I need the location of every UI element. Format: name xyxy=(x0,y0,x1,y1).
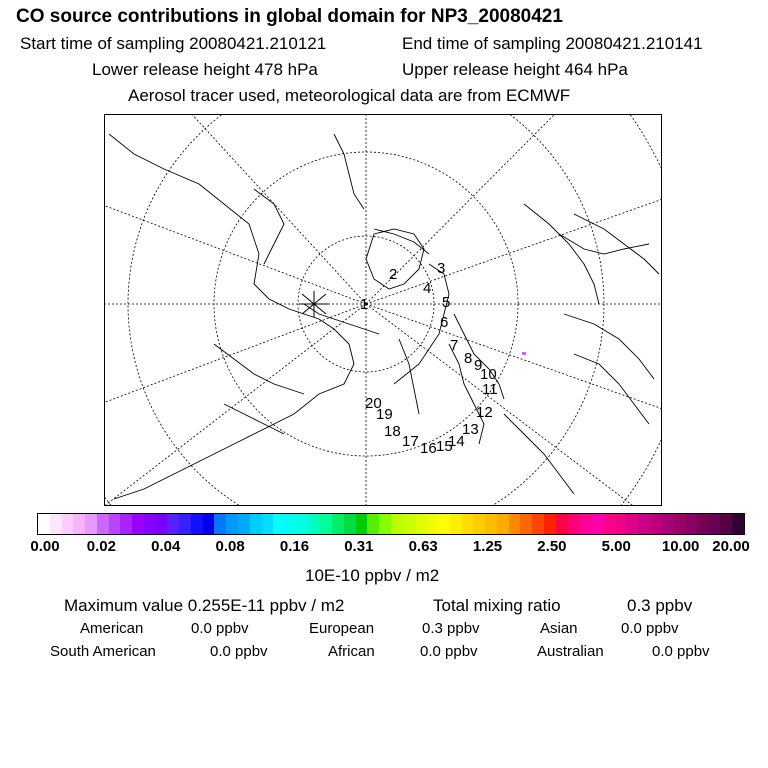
color-scale-swatch xyxy=(473,514,485,534)
color-scale-swatch xyxy=(332,514,344,534)
color-scale-swatch xyxy=(438,514,450,534)
color-scale-swatch xyxy=(120,514,132,534)
total-mixing-ratio-label: Total mixing ratio xyxy=(433,596,561,615)
track-label: 20 xyxy=(365,395,382,412)
color-scale-swatch xyxy=(650,514,662,534)
color-scale-swatch xyxy=(426,514,438,534)
color-scale-swatch xyxy=(50,514,62,534)
color-scale-swatch xyxy=(391,514,403,534)
color-scale-swatch xyxy=(709,514,721,534)
color-scale-swatch xyxy=(450,514,462,534)
region-name-south-american: South American xyxy=(50,643,156,660)
region-value-asian: 0.0 ppbv xyxy=(621,620,679,637)
color-scale-swatch xyxy=(191,514,203,534)
color-scale-swatch xyxy=(97,514,109,534)
track-label: 11 xyxy=(482,381,498,398)
color-scale-swatch xyxy=(132,514,144,534)
region-value-south-american: 0.0 ppbv xyxy=(210,643,268,660)
track-label: 15 xyxy=(436,438,453,455)
color-scale-swatch xyxy=(615,514,627,534)
color-scale-swatch xyxy=(567,514,579,534)
color-scale-tick-label: 0.16 xyxy=(279,538,310,555)
release-site-marker xyxy=(299,291,329,317)
track-label: 2 xyxy=(389,266,398,283)
track-label: 13 xyxy=(462,421,479,438)
color-scale-swatch xyxy=(367,514,379,534)
color-scale-swatch xyxy=(603,514,615,534)
region-name-american: American xyxy=(80,620,144,637)
lower-release-height: Lower release height 478 hPa xyxy=(92,60,318,79)
region-name-asian: Asian xyxy=(540,620,578,637)
color-scale-swatch xyxy=(732,514,744,534)
track-label: 17 xyxy=(402,433,419,450)
color-scale-swatch xyxy=(509,514,521,534)
color-scale-swatch xyxy=(250,514,262,534)
start-time: Start time of sampling 20080421.210121 xyxy=(20,34,327,53)
region-value-australian: 0.0 ppbv xyxy=(652,643,710,660)
color-scale-swatch xyxy=(73,514,85,534)
region-value-european: 0.3 ppbv xyxy=(422,620,480,637)
track-label: 12 xyxy=(476,404,493,421)
region-name-australian: Australian xyxy=(537,643,604,660)
color-scale-swatch xyxy=(356,514,368,534)
color-scale-swatch xyxy=(579,514,591,534)
color-scale-swatch xyxy=(673,514,685,534)
color-scale-swatch xyxy=(262,514,274,534)
color-scale-tick-label: 0.02 xyxy=(86,538,116,555)
color-scale-swatch xyxy=(109,514,121,534)
color-scale-swatch xyxy=(344,514,356,534)
color-scale-swatch xyxy=(62,514,74,534)
color-scale-tick-label: 10.00 xyxy=(661,538,700,555)
track-label: 18 xyxy=(384,423,401,440)
color-scale-swatch xyxy=(720,514,732,534)
source-contribution-cell xyxy=(522,352,526,355)
color-scale-swatch xyxy=(697,514,709,534)
track-label: 6 xyxy=(440,314,449,331)
color-scale-swatch xyxy=(685,514,697,534)
track-label: 14 xyxy=(448,433,465,450)
color-scale-tick-label: 1.25 xyxy=(472,538,503,555)
color-scale-swatch xyxy=(320,514,332,534)
color-scale-tick-label: 0.00 xyxy=(30,538,60,555)
color-scale-swatch xyxy=(662,514,674,534)
color-scale-swatch xyxy=(403,514,415,534)
map-frame xyxy=(105,115,662,506)
track-label: 1 xyxy=(360,296,369,313)
color-scale-swatch xyxy=(38,514,50,534)
region-value-american: 0.0 ppbv xyxy=(191,620,249,637)
color-scale-swatch xyxy=(85,514,97,534)
color-scale-units: 10E-10 ppbv / m2 xyxy=(305,566,440,585)
color-scale-swatch xyxy=(309,514,321,534)
color-scale-swatch xyxy=(238,514,250,534)
track-label: 5 xyxy=(442,294,451,311)
total-mixing-ratio-value: 0.3 ppbv xyxy=(627,596,693,615)
track-label: 10 xyxy=(480,366,497,383)
color-scale-tick-label: 0.04 xyxy=(151,538,181,555)
track-label: 19 xyxy=(376,406,393,423)
region-value-african: 0.0 ppbv xyxy=(420,643,478,660)
color-scale-swatch xyxy=(203,514,215,534)
color-scale-swatch xyxy=(556,514,568,534)
upper-release-height: Upper release height 464 hPa xyxy=(402,60,628,79)
plot-title: CO source contributions in global domain for NP3_20080421 xyxy=(16,6,563,27)
color-scale-swatch xyxy=(226,514,238,534)
region-name-african: African xyxy=(328,643,375,660)
color-scale-swatch xyxy=(285,514,297,534)
color-scale-swatch xyxy=(532,514,544,534)
track-label: 4 xyxy=(423,280,432,297)
color-scale-swatch xyxy=(273,514,285,534)
color-scale-tick-label: 0.63 xyxy=(408,538,438,555)
end-time: End time of sampling 20080421.210141 xyxy=(402,34,703,53)
color-scale-tick-label: 0.31 xyxy=(344,538,374,555)
color-scale-swatch xyxy=(379,514,391,534)
color-scale-tick-label: 5.00 xyxy=(601,538,631,555)
maximum-value: Maximum value 0.255E-11 ppbv / m2 xyxy=(64,596,345,615)
track-label: 16 xyxy=(420,440,437,457)
color-scale-swatch xyxy=(297,514,309,534)
color-scale-swatch xyxy=(485,514,497,534)
track-label: 3 xyxy=(437,260,446,277)
color-scale-swatch xyxy=(520,514,532,534)
color-scale-swatch xyxy=(497,514,509,534)
polar-map xyxy=(104,114,662,506)
track-label: 8 xyxy=(464,350,473,367)
region-name-european: European xyxy=(309,620,375,637)
color-scale-tick-label: 20.00 xyxy=(712,538,750,555)
color-scale-tick-label: 0.08 xyxy=(215,538,245,555)
color-scale-swatch xyxy=(167,514,179,534)
color-scale-swatch xyxy=(156,514,168,534)
color-scale-swatch xyxy=(626,514,638,534)
tracer-note: Aerosol tracer used, meteorological data are from ECMWF xyxy=(128,86,571,105)
track-label: 7 xyxy=(450,337,459,354)
color-scale-swatch xyxy=(179,514,191,534)
color-scale-bar xyxy=(37,513,745,535)
color-scale-tick-label: 2.50 xyxy=(537,538,567,555)
color-scale-swatch xyxy=(638,514,650,534)
color-scale-swatch xyxy=(544,514,556,534)
color-scale-swatch xyxy=(462,514,474,534)
color-scale-swatch xyxy=(415,514,427,534)
color-scale-swatch xyxy=(591,514,603,534)
track-label: 9 xyxy=(474,357,483,374)
color-scale-swatch xyxy=(144,514,156,534)
color-scale-swatch xyxy=(214,514,226,534)
